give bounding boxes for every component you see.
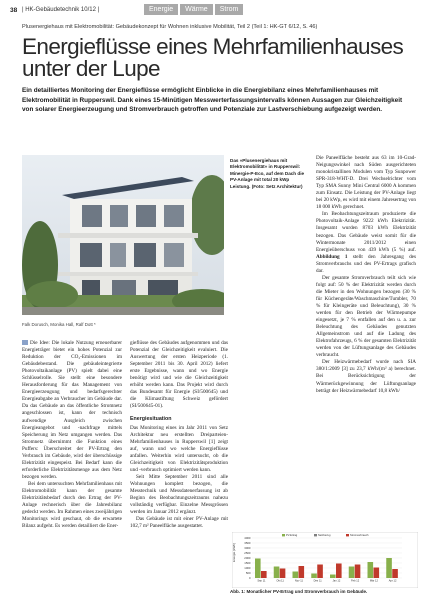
chart-svg bbox=[232, 532, 418, 588]
tab-energie[interactable]: Energie bbox=[144, 4, 178, 15]
bar-stromverbrauch bbox=[355, 565, 361, 579]
legend-label: PV-Ertrag bbox=[286, 534, 298, 538]
paragraph: Bei dem untersuchten Mehrfamilienhaus mit Elektromobilität kann der gesamte Elektrizitätsbedarf durch den Ertrag der PV-Anlage rechnerisch über die Jahresbilanz gedeckt werden. Im Rahmen eines zweijährigen Monitorings wird geschaut, ob die erwartete Bilanz aufgeht. Es werden detailliert die Ener- bbox=[22, 480, 122, 530]
paragraph: Das Gebäude ist mit einer PV-Anlage mit 102,7 m² Paneelfläche ausgestattet. bbox=[130, 516, 228, 530]
paragraph-text: Die Idee: Die lokale Nutzung erneuerbarer Energieträger bietet ein hohes Potenzial zur Reduktion der CO₂-Emissionen im Gebäudebestand. Die gebäudeintegrierte Photovoltaikanlage (PV) spielt dabei eine Schlüsselrolle. Sie stellt eine besondere Herausforderung für das Management von Energieerzeugung und bedarfsgerechter Energieabgabe an Verbraucher im Gebäude dar. Da das Gebäude an das öffentliche Stromnetz angeschlossen ist, kann der technisch aufwendige Ausgleich zwischen Energieangebot und -nachfrage mittels Speicherung im Netz umgangen werden. Das Stromnetz übernimmt die Funktion eines Puffers: Überschreitet der PV-Ertrag den Verbrauch im Gebäude, wird der überschüssige Elektrizität eingespeist. Bei Bedarf kann die erforderliche Elektrizitätsmenge aus dem Netz bezogen werden. bbox=[22, 340, 122, 480]
y-tick-label: 2000 bbox=[244, 556, 251, 560]
paragraph: Der gesamte Stromverbrauch teilt sich wie folgt auf: 50 % der Elektrizität werden durch die Mieter in den Wohnungen bezogen (30 % für Küchengeräte/Waschmaschine/Tumbler, 70 % für Kleingeräte und Beleuchtung), 30 % werden für den Betrieb der Wärmepumpe eingesetzt, je 7 % entfallen auf den u. a. zur Beleuchtung des Gebäudes genutzten Allgemeinstrom und auf die Ladung des Elektrofahrzeugs, 6 % der gesamten Elektrizität werden von der Lüftungsanlage des Gebäudes verbraucht. bbox=[316, 274, 416, 359]
body-column-3 bbox=[316, 155, 416, 395]
energy-chart bbox=[232, 532, 418, 588]
x-tick-label: Apr 12 bbox=[388, 579, 397, 583]
y-tick-label: 0 bbox=[248, 576, 251, 580]
page-number: 38 bbox=[10, 7, 18, 14]
x-tick-label: Jan 12 bbox=[332, 579, 341, 583]
y-tick-label: 2500 bbox=[244, 551, 251, 555]
kicker: Plusenergiehaus mit Elektromobilität: Gebäudekonzept für Wohnen inklusive Mobilität, Teil 2 (Teil 1: HK-GT 6/12, S. 46) bbox=[22, 24, 318, 30]
paragraph: Die Paneelfläche besteht aus 63 im 10-Grad-Neigungswinkel nach Süden ausgerichteten monokristallinen Modulen vom Typ Sunpower SPR-318-WHT-D. Drei Wechselrichter vom Typ SMA Sunny Mini Central 6000 A kommen zum Einsatz. Die Leistung der PV-Anlage liegt bei 20 kWp, es wird mit einem Jahresertrag von 18 000 kWh gerechnet. bbox=[316, 155, 416, 211]
tab-strom[interactable]: Strom bbox=[215, 4, 244, 15]
y-tick-label: 3000 bbox=[244, 546, 251, 550]
legend-swatch bbox=[346, 534, 349, 536]
section-marker-icon bbox=[22, 340, 28, 345]
x-tick-label: Feb 12 bbox=[351, 579, 360, 583]
paragraph: Seit Mitte September 2011 sind alle Wohnungen komplett bezogen, die Messtechnik und Messdatenerfassung ist ab Beginn des Beobachtungszeitraums nahezu vollständig verfügbar. Einzelne Messgrössen werden im Januar 2012 ergänzt. bbox=[130, 473, 228, 516]
legend-swatch bbox=[282, 534, 285, 536]
paragraph-text: Im Beobachtungszeitraum produzierte die Photovoltaik-Anlage 9222 kWh Elektrizität. Insgesamt wurden 8703 kWh Elektrizität bezogen. Das Gebäude weist somit für die Wintermonate 2011/2012 einen Energieüberschuss von 439 kWh (5 %) auf. bbox=[316, 211, 416, 253]
bar-stromverbrauch bbox=[317, 565, 323, 579]
y-tick-label: 1000 bbox=[244, 566, 251, 570]
magazine-name: | HK-Gebäudetechnik 10/12 | bbox=[22, 7, 100, 13]
bar-pv-ertrag bbox=[386, 558, 392, 578]
page-title: Energieflüsse eines Mehrfamilienhauses unter der Lupe bbox=[22, 34, 404, 81]
paragraph bbox=[22, 340, 122, 481]
paragraph: gieflüsse des Gebäudes aufgenommen und das Potenzial der Gleichzeitigkeit evaluiert. Die Auswertung der ersten Heizperiode (1. September 2011 bis 30. April 2012) liefert erste Ergebnisse, wann und wo Energie benötigt wird und wie die Gleichzeitigkeit erhöht werden kann. Das Projekt wird durch das Bundesamt für Energie (SI/500645) und die Klimastiftung Schweiz gefördert (SI/500645-01). bbox=[130, 340, 228, 410]
photo-caption: Das «Plusenergiehaus mit Elektromobilität» in Rupperswil: Minergie-P-Eco, auf dem Dach die PV-Anlage mit total 20 kWp Leistung. (Foto: Setz Architektur) bbox=[230, 158, 305, 189]
x-tick-label: Sep 11 bbox=[257, 579, 266, 583]
bar-pv-ertrag bbox=[255, 559, 261, 579]
y-tick-label: 500 bbox=[245, 571, 251, 575]
subheading: Energiesituation bbox=[130, 416, 172, 423]
paragraph bbox=[316, 211, 416, 274]
bar-stromverbrauch bbox=[261, 571, 267, 578]
y-tick-label: 1500 bbox=[244, 561, 251, 565]
chart-caption: Abb. 1: Monatlicher PV-Ertrag und Stromverbrauch im Gebäude. bbox=[230, 589, 368, 594]
legend-swatch bbox=[314, 534, 317, 536]
body-column-1 bbox=[22, 340, 122, 530]
lead-paragraph: Ein detailliertes Monitoring der Energieflüsse ermöglicht Einblicke in die Energiebilanz eines Mehrfamilienhauses mit Elektromobilität in Rupperswil. Dank eines 15-Minütigen Messwerterfassungsintervalls können Aussagen zur Gleichzeitigkeit von solarer Energieerzeugung und Stromverbrauch getroffen und Potenziale zur Lastverschiebung aufgezeigt werden. bbox=[22, 87, 403, 113]
y-axis-label: Energie [kWh] bbox=[232, 543, 236, 562]
building-illustration bbox=[22, 155, 224, 315]
figure-reference: Abbildung 1 bbox=[316, 253, 348, 260]
legend-label: Stromverbrauch bbox=[350, 534, 369, 538]
bar-stromverbrauch bbox=[299, 566, 305, 578]
x-tick-label: Mär 12 bbox=[369, 579, 378, 583]
page-header bbox=[0, 0, 424, 22]
bar-pv-ertrag bbox=[330, 575, 336, 579]
bar-pv-ertrag bbox=[368, 562, 374, 578]
legend-label: Netzbezug bbox=[318, 534, 331, 538]
x-tick-label: Okt 11 bbox=[276, 579, 284, 583]
bar-stromverbrauch bbox=[280, 569, 286, 579]
paragraph: Das Monitoring eines im Jahr 2011 von Setz Architektur neu erstellten Dreiparteien-Mehrfamilienhauses in Rupperswil [1] zeigt auf, wann und wo welche Energieflüsse anfallen. Weiterhin wird untersucht, ob die Gleichzeitigkeit von Elektrizitätsproduktion und -verbrauch optimiert werden kann. bbox=[130, 424, 228, 473]
bar-pv-ertrag bbox=[274, 567, 280, 579]
x-tick-label: Dez 11 bbox=[313, 579, 322, 583]
bar-pv-ertrag bbox=[349, 567, 355, 579]
y-tick-label: 4000 bbox=[244, 536, 251, 540]
bar-pv-ertrag bbox=[293, 572, 299, 579]
building-photo bbox=[22, 155, 224, 315]
bar-stromverbrauch bbox=[392, 569, 398, 578]
section-tabs bbox=[144, 4, 245, 15]
author-credit: Falk Dorusch, Monika Hall, Ralf Dott * bbox=[22, 322, 96, 327]
legend bbox=[282, 533, 369, 537]
y-tick-label: 3500 bbox=[244, 541, 251, 545]
tab-waerme[interactable]: Wärme bbox=[180, 4, 213, 15]
bar-stromverbrauch bbox=[374, 568, 380, 579]
bar-pv-ertrag bbox=[311, 574, 317, 579]
paragraph-text: stellt den Jahresgang des Stromverbrauchs und des PV-Ertrags grafisch dar. bbox=[316, 253, 416, 274]
bar-stromverbrauch bbox=[336, 564, 342, 579]
paragraph: Der Heizwärmebedarf wurde nach SIA 380/1:2009 [3] zu 23,7 kWh/(m² a) berechnet. Bei Berücksichtigung der Wärmerückgewinnung der Lüftungsanlage beträgt der Heizwärmebedarf 10,8 kWh/ bbox=[316, 359, 416, 394]
x-tick-label: Nov 11 bbox=[294, 579, 303, 583]
body-column-2 bbox=[130, 340, 228, 530]
